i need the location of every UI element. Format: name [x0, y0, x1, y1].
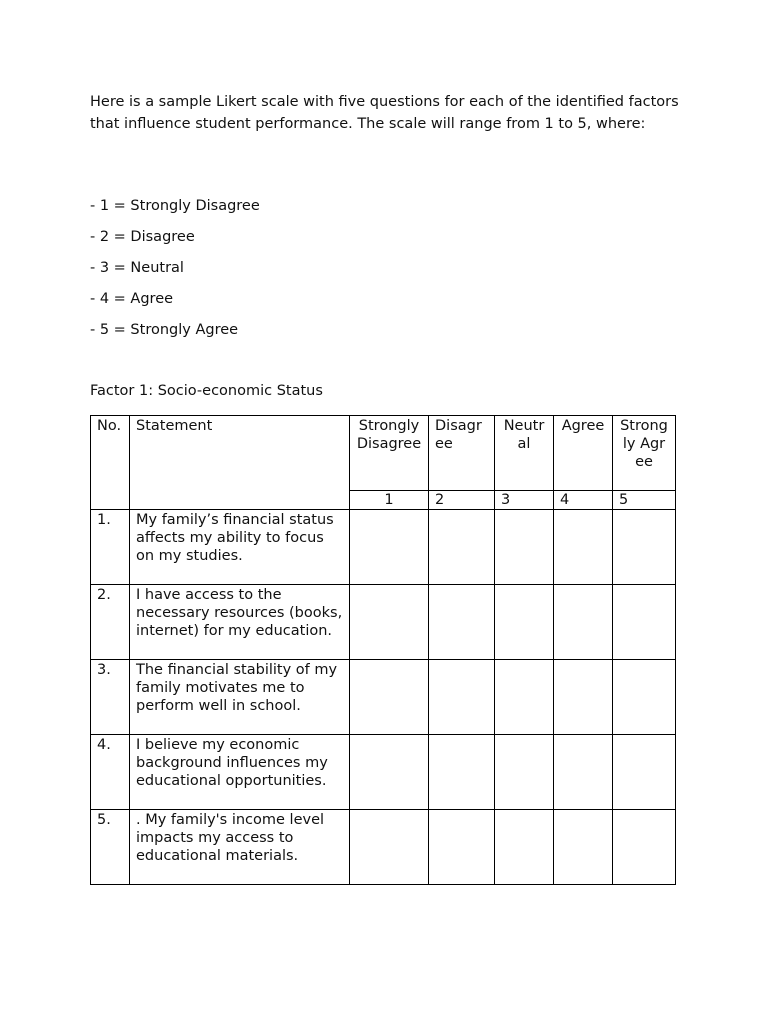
- response-cell[interactable]: [613, 810, 676, 885]
- response-cell[interactable]: [613, 660, 676, 735]
- table-row: [91, 660, 676, 735]
- row-statement: The financial stability of my family motivates me to perform well in school.: [130, 660, 350, 735]
- header-disagree: Disagree: [429, 416, 495, 491]
- row-statement: I have access to the necessary resources (books, internet) for my education.: [130, 585, 350, 660]
- scale-number-4: 4: [554, 491, 613, 510]
- row-statement: . My family's income level impacts my access to educational materials.: [130, 810, 350, 885]
- response-cell[interactable]: [554, 585, 613, 660]
- response-cell[interactable]: [554, 660, 613, 735]
- header-no: No.: [91, 416, 130, 510]
- response-cell[interactable]: [495, 660, 554, 735]
- scale-item-1: - 1 = Strongly Disagree: [90, 198, 260, 214]
- response-cell[interactable]: [350, 585, 429, 660]
- scale-item-5: - 5 = Strongly Agree: [90, 322, 239, 338]
- response-cell[interactable]: [554, 810, 613, 885]
- scale-number-1: 1: [350, 491, 429, 510]
- row-number: 3.: [91, 660, 130, 735]
- response-cell[interactable]: [613, 735, 676, 810]
- factor-title: Factor 1: Socio-economic Status: [90, 383, 323, 399]
- row-statement: I believe my economic background influences my educational opportunities.: [130, 735, 350, 810]
- response-cell[interactable]: [495, 510, 554, 585]
- table-header-row: [91, 416, 676, 491]
- scale-number-2: 2: [429, 491, 495, 510]
- table-row: [91, 585, 676, 660]
- response-cell[interactable]: [429, 660, 495, 735]
- scale-item-4: - 4 = Agree: [90, 291, 174, 307]
- response-cell[interactable]: [429, 735, 495, 810]
- response-cell[interactable]: [495, 735, 554, 810]
- header-strongly-agree: Strongly Agree: [613, 416, 676, 491]
- row-number: 4.: [91, 735, 130, 810]
- likert-table: [90, 415, 676, 885]
- scale-item-3: - 3 = Neutral: [90, 260, 184, 276]
- response-cell[interactable]: [554, 510, 613, 585]
- table-row: [91, 735, 676, 810]
- response-cell[interactable]: [350, 810, 429, 885]
- row-statement: My family’s financial status affects my ability to focus on my studies.: [130, 510, 350, 585]
- response-cell[interactable]: [350, 735, 429, 810]
- response-cell[interactable]: [429, 510, 495, 585]
- response-cell[interactable]: [350, 510, 429, 585]
- row-number: 1.: [91, 510, 130, 585]
- intro-paragraph: Here is a sample Likert scale with five questions for each of the identified factors that influence student performance. The scale will range from 1 to 5, where:: [90, 94, 679, 132]
- response-cell[interactable]: [613, 585, 676, 660]
- scale-number-3: 3: [495, 491, 554, 510]
- row-number: 5.: [91, 810, 130, 885]
- response-cell[interactable]: [554, 735, 613, 810]
- scale-legend: [90, 196, 260, 351]
- response-cell[interactable]: [495, 810, 554, 885]
- response-cell[interactable]: [495, 585, 554, 660]
- row-number: 2.: [91, 585, 130, 660]
- header-statement: Statement: [130, 416, 350, 510]
- header-strongly-disagree: Strongly Disagree: [350, 416, 429, 491]
- header-agree: Agree: [554, 416, 613, 491]
- header-neutral: Neutral: [495, 416, 554, 491]
- response-cell[interactable]: [429, 585, 495, 660]
- response-cell[interactable]: [350, 660, 429, 735]
- response-cell[interactable]: [613, 510, 676, 585]
- scale-number-5: 5: [613, 491, 676, 510]
- response-cell[interactable]: [429, 810, 495, 885]
- table-row: [91, 810, 676, 885]
- table-row: [91, 510, 676, 585]
- scale-item-2: - 2 = Disagree: [90, 229, 195, 245]
